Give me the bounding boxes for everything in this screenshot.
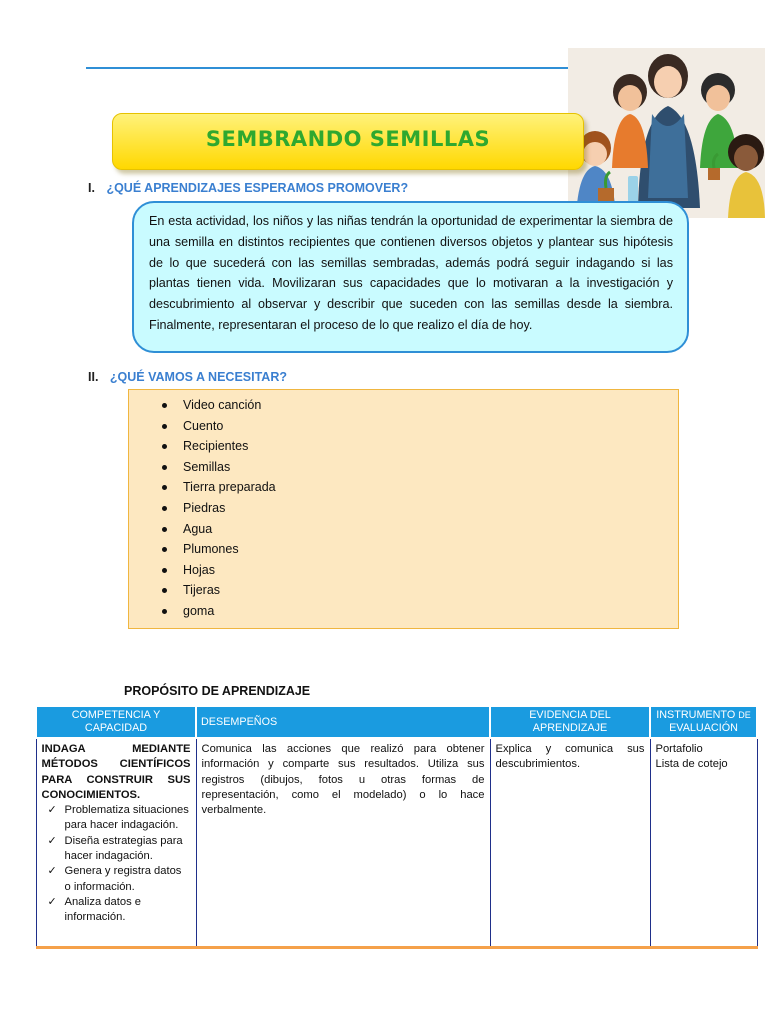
cell-evidencia: Explica y comunica sus descubrimientos. xyxy=(490,738,650,948)
capacidades-list xyxy=(42,803,191,925)
page-title: SEMBRANDO SEMILLAS xyxy=(205,127,491,151)
list-item: Tijeras xyxy=(159,580,276,601)
list-item: Hojas xyxy=(159,560,276,581)
check-icon: ✓ xyxy=(47,804,57,817)
title-banner xyxy=(112,113,584,170)
cell-competencia xyxy=(36,738,196,948)
instrumento-item: Lista de cotejo xyxy=(655,758,728,771)
list-item: Cuento xyxy=(159,416,276,437)
table-header-row xyxy=(36,706,757,738)
section-1-number: I. xyxy=(88,181,95,195)
list-item: Semillas xyxy=(159,457,276,478)
list-item: ✓ Analiza datos e información. xyxy=(47,895,141,924)
competencia-title: INDAGA MEDIANTE MÉTODOS CIENTÍFICOS PARA CONSTRUIR SUS CONOCIMIENTOS. xyxy=(41,743,191,801)
materials-box xyxy=(128,389,679,629)
header-evidencia: EVIDENCIA DEL APRENDIZAJE xyxy=(490,706,650,738)
header-instrumento: INSTRUMENTO DE EVALUACIÓN xyxy=(650,706,757,738)
list-item: Recipientes xyxy=(159,436,276,457)
list-item: Video canción xyxy=(159,395,276,416)
section-2-title: ¿QUÉ VAMOS A NECESITAR? xyxy=(109,370,287,384)
check-icon: ✓ xyxy=(47,865,57,878)
cell-desempeno: Comunica las acciones que realizó para obtener información y comparte sus resultados. Utiliza sus registros (dibujos, fotos u otras formas de representación, como el modelado) o lo hace verbalmente. xyxy=(196,738,490,948)
cell-instrumento xyxy=(650,738,757,948)
list-item: ✓ Genera y registra datos o información. xyxy=(47,865,182,893)
list-item: Agua xyxy=(159,519,276,540)
materials-list xyxy=(159,395,276,622)
section-1-heading xyxy=(88,181,408,195)
purpose-table xyxy=(35,705,758,949)
list-item: Piedras xyxy=(159,498,276,519)
list-item: ✓ Problematiza situaciones para hacer indagación. xyxy=(47,804,189,832)
section-1-title: ¿QUÉ APRENDIZAJES ESPERAMOS PROMOVER? xyxy=(106,181,409,195)
intro-box xyxy=(132,201,689,353)
section-2-heading xyxy=(88,370,287,384)
list-item: Tierra preparada xyxy=(159,477,276,498)
children-with-teacher-illustration xyxy=(568,48,765,218)
check-icon: ✓ xyxy=(47,895,57,908)
list-item: Plumones xyxy=(159,539,276,560)
check-icon: ✓ xyxy=(47,834,57,847)
list-item: ✓ Diseña estrategias para hacer indagación. xyxy=(47,834,183,863)
instrumento-item: Portafolio xyxy=(655,743,703,755)
table-row xyxy=(36,738,757,948)
intro-text: En esta actividad, los niños y las niñas tendrán la oportunidad de experimentar la siembra de una semilla en distintos recipientes que contienen diversos objetos y plantear sus hipótesis de lo que sucederá con las semillas sembradas, además podrá seguir indagando si las plantas tienen vida. Movilizaran sus capacidades que lo motivaran a la investigación y descubrimiento al observar y describir que suceden con las semillas desde la siembra. Finalmente, representaran el proceso de lo que realizo el día de hoy. xyxy=(149,214,673,332)
header-rule xyxy=(86,67,651,69)
header-desempenos: DESEMPEÑOS xyxy=(196,706,490,738)
purpose-title: PROPÓSITO DE APRENDIZAJE xyxy=(124,684,311,698)
list-item: goma xyxy=(159,601,276,622)
section-2-number: II. xyxy=(88,370,99,384)
header-competencia: COMPETENCIA Y CAPACIDAD xyxy=(36,706,196,738)
